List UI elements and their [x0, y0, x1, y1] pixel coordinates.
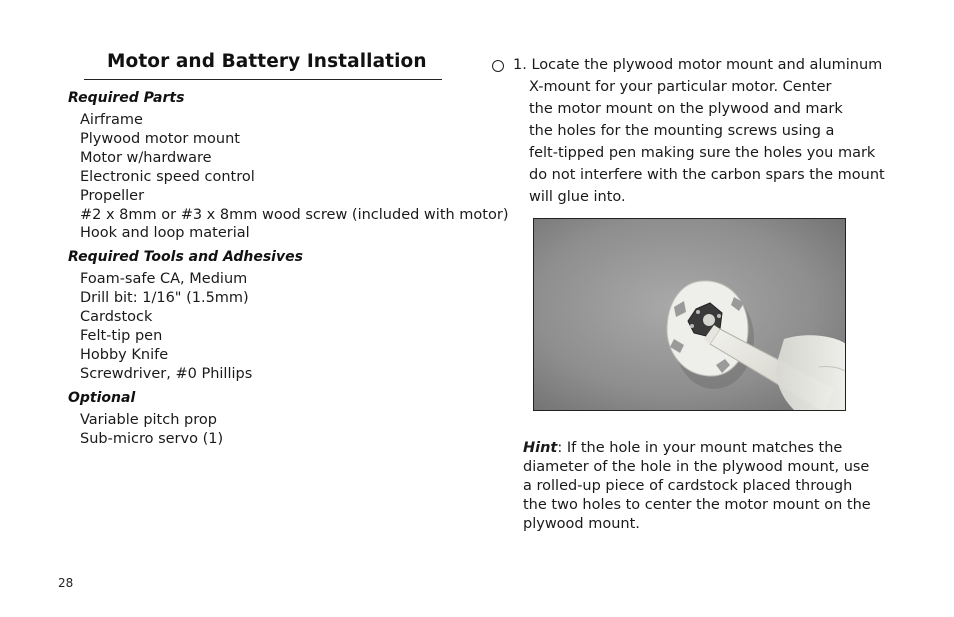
step-text-line: will glue into. [529, 189, 626, 205]
hint-text: : If the hole in your mount matches the [557, 440, 843, 456]
required-parts-heading: Required Parts [68, 90, 185, 106]
hint-text-line: diameter of the hole in the plywood mount, use [523, 459, 870, 475]
step-text-line: 1. Locate the plywood motor mount and aluminum [513, 57, 883, 73]
list-item: Airframe [80, 112, 143, 128]
step-text-line: the motor mount on the plywood and mark [529, 101, 843, 117]
hint-text-line: plywood mount. [523, 516, 640, 532]
hint-text-line: the two holes to center the motor mount on the [523, 497, 871, 513]
step-text-line: the holes for the mounting screws using a [529, 123, 835, 139]
hint-label: Hint [523, 440, 558, 456]
required-parts-list [80, 111, 508, 243]
motor-mount-photo [533, 218, 846, 411]
hint-paragraph [523, 439, 871, 534]
step-checkbox[interactable] [492, 60, 504, 72]
list-item: Motor w/hardware [80, 149, 212, 166]
list-item: Felt-tip pen [80, 327, 163, 344]
list-item: Hobby Knife [80, 346, 169, 363]
list-item: Cardstock [80, 308, 153, 325]
optional-heading: Optional [68, 390, 136, 406]
list-item: Screwdriver, #0 Phillips [80, 365, 253, 382]
optional-list [80, 411, 223, 449]
hint-first-line [523, 439, 853, 458]
list-item: Sub-micro servo (1) [80, 430, 224, 447]
title-underline [84, 79, 442, 80]
list-item: Foam-safe CA, Medium [80, 271, 248, 287]
step-text-line: felt-tipped pen making sure the holes you mark [529, 145, 876, 161]
required-tools-list [80, 270, 252, 383]
step-text-line: X-mount for your particular motor. Center [529, 79, 832, 95]
list-item: Hook and loop material [80, 225, 250, 242]
list-item: Variable pitch prop [80, 412, 217, 428]
list-item: Electronic speed control [80, 168, 255, 185]
list-item: #2 x 8mm or #3 x 8mm wood screw (included with motor) [80, 206, 509, 223]
hint-text-line: a rolled-up piece of cardstock placed through [523, 478, 853, 494]
list-item: Propeller [80, 187, 145, 204]
step-text-line: do not interfere with the carbon spars the mount [529, 167, 885, 183]
page-title: Motor and Battery Installation [107, 51, 427, 72]
list-item: Drill bit: 1/16" (1.5mm) [80, 289, 249, 306]
list-item: Plywood motor mount [80, 130, 240, 147]
page-number: 28 [58, 576, 74, 590]
required-tools-heading: Required Tools and Adhesives [68, 249, 303, 265]
